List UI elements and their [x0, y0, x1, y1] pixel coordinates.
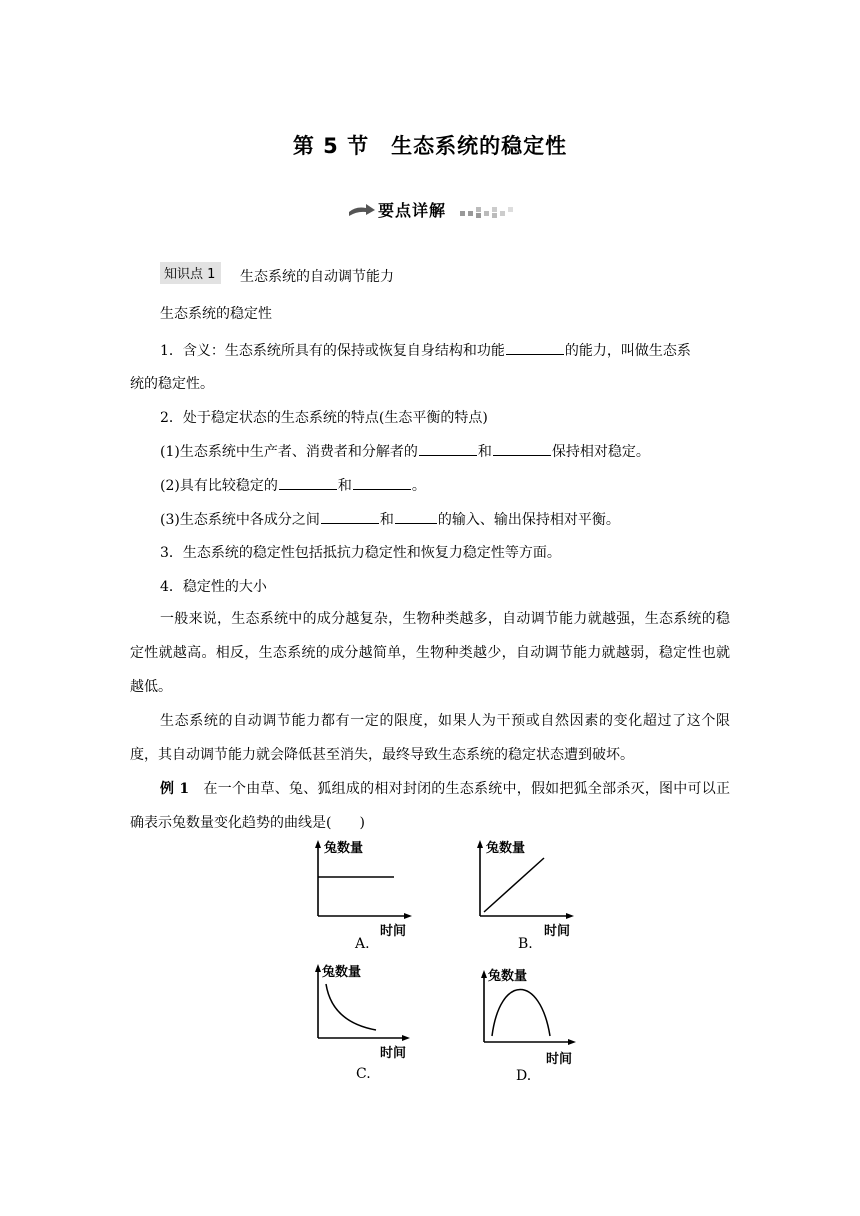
text-seg: 和	[379, 512, 394, 528]
knowledge-point-tag: 知识点 1	[160, 262, 221, 284]
x-axis-arrow	[568, 1039, 576, 1045]
text-line-9: 4．稳定性的大小	[160, 579, 267, 595]
text-seg: (2)具有比较稳定的	[160, 478, 278, 494]
chart-b	[462, 836, 582, 956]
fill-blank[interactable]	[506, 340, 564, 355]
text-line-5	[160, 441, 650, 461]
text-line-4: 2．处于稳定状态的生态系统的特点(生态平衡的特点)	[160, 410, 488, 426]
example-1	[130, 772, 730, 840]
fill-blank[interactable]	[419, 441, 477, 456]
x-axis-arrow	[402, 1035, 410, 1041]
fill-blank[interactable]	[395, 509, 437, 524]
chart-a	[300, 836, 420, 956]
text-line-1: 生态系统的稳定性	[160, 306, 272, 322]
example-label: 例 1	[160, 781, 190, 797]
y-axis-label: 兔数量	[322, 965, 362, 980]
text-seg: 保持相对稳定。	[551, 444, 650, 460]
chart-d	[466, 964, 586, 1088]
option-label: C.	[356, 1066, 371, 1082]
knowledge-point-title: 生态系统的自动调节能力	[240, 269, 394, 285]
text-line-8: 3．生态系统的稳定性包括抵抗力稳定性和恢复力稳定性等方面。	[160, 545, 561, 561]
x-axis-label: 时间	[546, 1052, 573, 1067]
text-seg: (3)生态系统中各成分之间	[160, 512, 320, 528]
fill-blank[interactable]	[353, 475, 411, 490]
x-axis-arrow	[566, 913, 574, 919]
section-banner	[348, 197, 513, 223]
fill-blank[interactable]	[321, 509, 379, 524]
y-axis-arrow	[315, 964, 321, 972]
x-axis-arrow	[404, 913, 412, 919]
text-seg: 的输入、输出保持相对平衡。	[437, 512, 620, 528]
dots-decoration-icon	[458, 203, 516, 219]
example-text: 在一个由草、兔、狐组成的相对封闭的生态系统中，假如把狐全部杀灭，图中可以正确表示兔数量变化趋势的曲线是( )	[130, 781, 730, 831]
arrow-icon	[348, 202, 376, 218]
text-seg: 。	[411, 478, 426, 494]
chart-c	[300, 960, 420, 1084]
option-label: A.	[355, 936, 370, 952]
fill-blank[interactable]	[279, 475, 337, 490]
curve	[492, 990, 550, 1037]
page-title: 第 5 节 生态系统的稳定性	[292, 134, 568, 158]
y-axis-label: 兔数量	[488, 969, 528, 984]
text-line-7	[160, 509, 620, 529]
curve	[484, 858, 544, 912]
option-label: B.	[518, 936, 533, 952]
y-axis-arrow	[477, 840, 483, 848]
text-seg: 1．含义：生态系统所具有的保持或恢复自身结构和功能	[160, 343, 505, 359]
text-line-3: 统的稳定性。	[130, 376, 214, 392]
y-axis-label: 兔数量	[486, 841, 526, 856]
text-seg: 和	[477, 444, 492, 460]
text-line-6	[160, 475, 426, 495]
banner-text: 要点详解	[378, 201, 447, 220]
fill-blank[interactable]	[493, 441, 551, 456]
option-label: D.	[516, 1068, 532, 1084]
x-axis-label: 时间	[380, 1046, 407, 1061]
paragraph-2: 生态系统的自动调节能力都有一定的限度，如果人为干预或自然因素的变化超过了这个限度，其自动调节能力就会降低甚至消失，最终导致生态系统的稳定状态遭到破坏。	[130, 713, 730, 763]
text-seg: 的能力，叫做生态系	[564, 343, 691, 359]
text-line-2	[160, 340, 691, 360]
y-axis-label: 兔数量	[324, 841, 364, 856]
y-axis-arrow	[481, 970, 487, 978]
paragraph-1: 一般来说，生态系统中的成分越复杂，生物种类越多，自动调节能力就越强，生态系统的稳定性就越高。相反，生态系统的成分越简单，生物种类越少，自动调节能力就越弱，稳定性也就越低。	[130, 611, 730, 695]
text-seg: (1)生态系统中生产者、消费者和分解者的	[160, 444, 418, 460]
text-seg: 和	[337, 478, 352, 494]
x-axis-label: 时间	[380, 924, 407, 939]
y-axis-arrow	[315, 840, 321, 848]
curve	[326, 984, 376, 1030]
x-axis-label: 时间	[544, 924, 571, 939]
